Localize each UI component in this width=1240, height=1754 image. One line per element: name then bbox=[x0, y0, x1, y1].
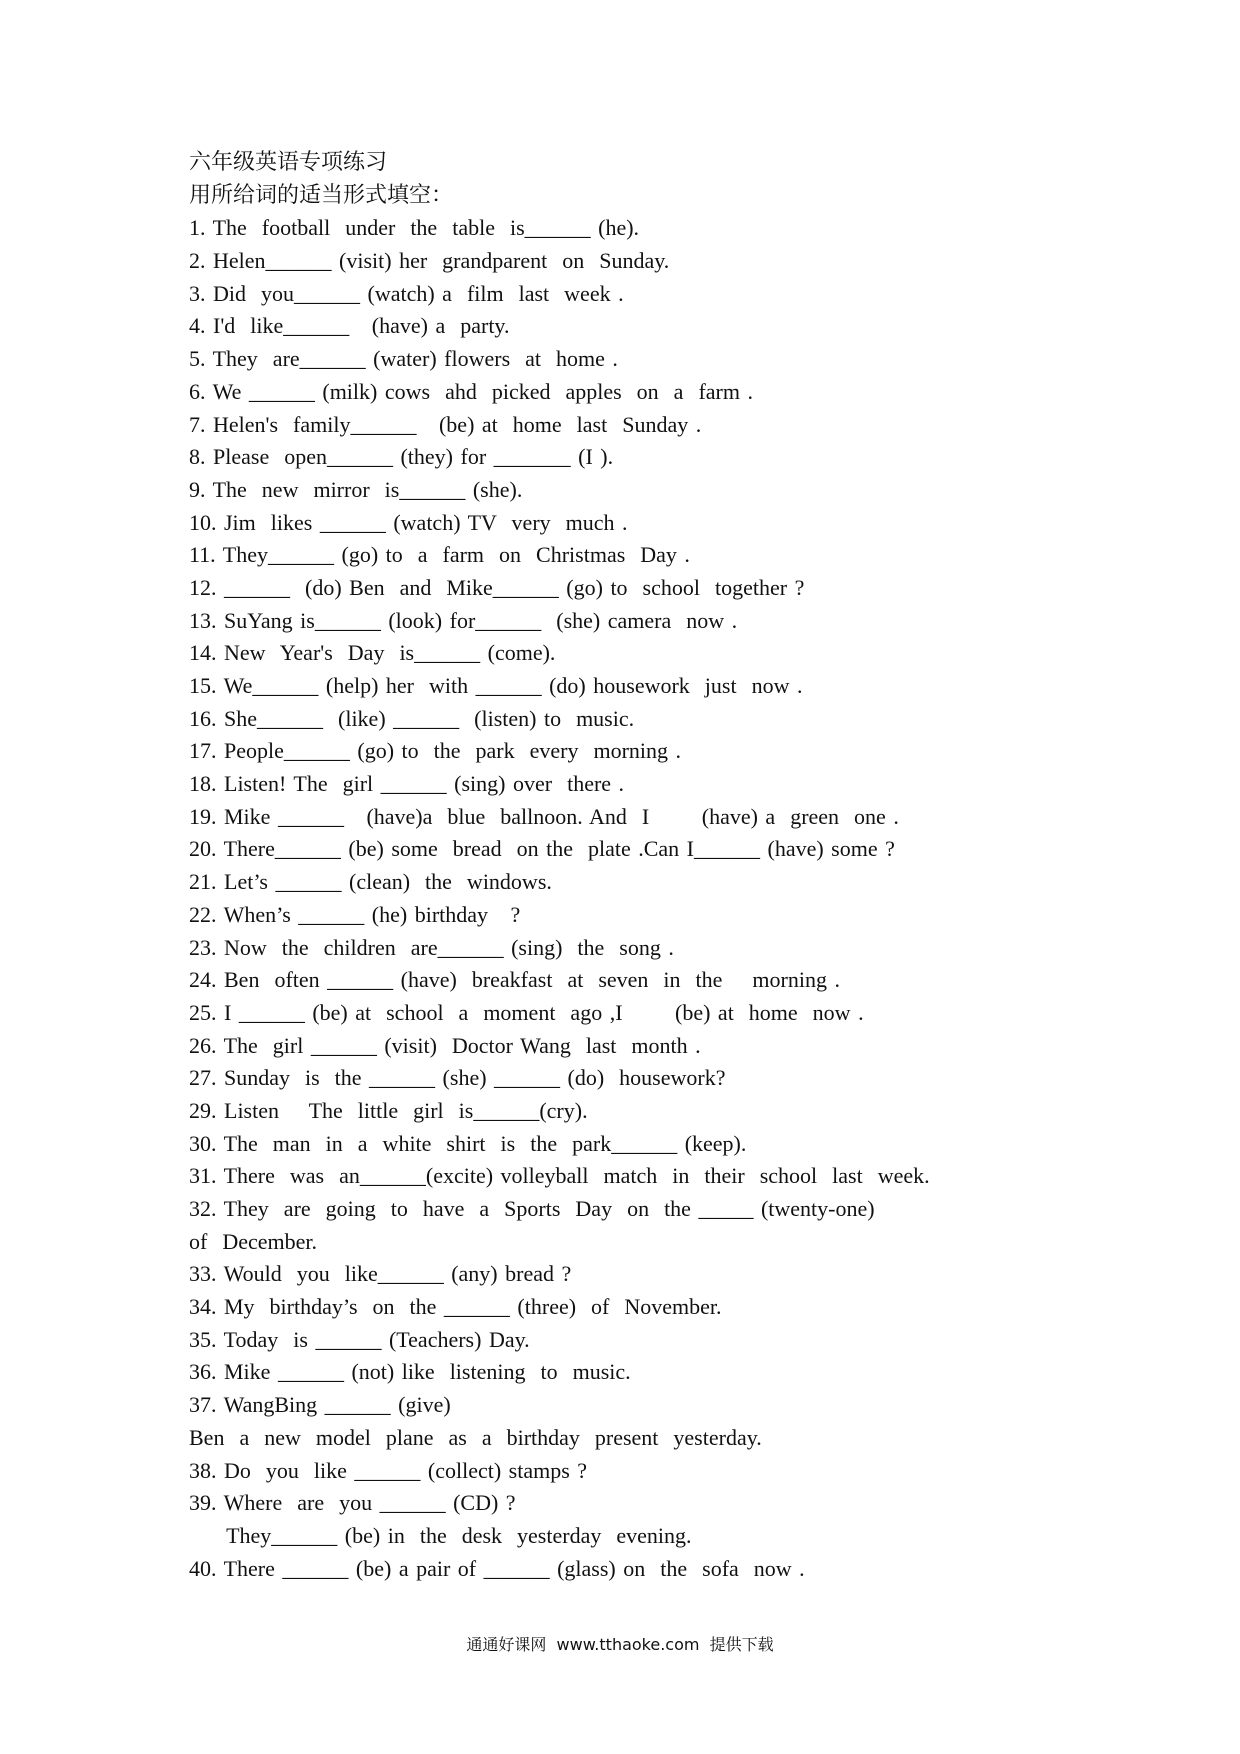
worksheet-content bbox=[189, 147, 1189, 1585]
exercise-line: 30. The man in a white shirt is the park______ (keep). bbox=[189, 1130, 747, 1156]
exercise-line: 13. SuYang is______ (look) for______ (she) camera now . bbox=[189, 607, 738, 633]
exercise-line: 1. The football under the table is______ (he). bbox=[189, 215, 640, 241]
exercise-line: 9. The new mirror is______ (she). bbox=[189, 476, 523, 502]
exercise-line: 20. There______ (be) some bread on the plate .Can I______ (have) some ? bbox=[189, 836, 895, 862]
exercise-line: 23. Now the children are______ (sing) the song . bbox=[189, 934, 674, 960]
exercise-line: 11. They______ (go) to a farm on Christmas Day . bbox=[189, 542, 690, 568]
exercise-line: 15. We______ (help) her with ______ (do) housework just now . bbox=[189, 673, 803, 698]
exercise-line: 36. Mike ______ (not) like listening to music. bbox=[189, 1359, 631, 1385]
exercise-line: 40. There ______ (be) a pair of ______ (glass) on the sofa now . bbox=[189, 1555, 805, 1581]
exercise-line: 16. She______ (like) ______ (listen) to music. bbox=[189, 705, 635, 731]
footer-credit: 通通好课网 www.tthaoke.com 提供下载 bbox=[466, 1635, 774, 1654]
exercise-line: 17. People______ (go) to the park every morning . bbox=[189, 738, 682, 764]
worksheet-title: 六年级英语专项练习 bbox=[189, 150, 388, 175]
exercise-line: 27. Sunday is the ______ (she) ______ (do) housework? bbox=[189, 1065, 726, 1091]
exercise-line: 12. ______ (do) Ben and Mike______ (go) to school together ? bbox=[189, 574, 805, 600]
exercise-line: 39. Where are you ______ (CD) ? bbox=[189, 1490, 516, 1516]
exercise-line: 38. Do you like ______ (collect) stamps ? bbox=[189, 1457, 588, 1483]
exercise-line: 25. I ______ (be) at school a moment ago ,I (be) at home now . bbox=[189, 999, 864, 1025]
exercise-line: 32. They are going to have a Sports Day on the _____ (twenty-one) bbox=[189, 1196, 875, 1221]
exercise-line: 24. Ben often ______ (have) breakfast at seven in the morning . bbox=[189, 967, 840, 993]
exercise-line: 3. Did you______ (watch) a film last week . bbox=[189, 280, 624, 306]
worksheet-instruction: 用所给词的适当形式填空： bbox=[189, 182, 454, 208]
exercise-line: 10. Jim likes ______ (watch) TV very much . bbox=[189, 509, 628, 535]
exercise-line: 33. Would you like______ (any) bread ? bbox=[189, 1261, 572, 1287]
exercise-line: 26. The girl ______ (visit) Doctor Wang last month . bbox=[189, 1032, 701, 1058]
exercise-line: They______ (be) in the desk yesterday evening. bbox=[189, 1522, 692, 1548]
exercise-line: 19. Mike ______ (have)a blue ballnoon. And I (have) a green one . bbox=[189, 803, 899, 829]
exercise-line: 8. Please open______ (they) for _______ (I ). bbox=[189, 444, 614, 470]
exercise-line: 5. They are______ (water) flowers at home . bbox=[189, 346, 618, 372]
exercise-line: 6. We ______ (milk) cows ahd picked apples on a farm . bbox=[189, 378, 753, 404]
exercise-line: 2. Helen______ (visit) her grandparent on Sunday. bbox=[189, 248, 670, 274]
exercise-line: 4. I'd like______ (have) a party. bbox=[189, 313, 510, 339]
exercise-line: Ben a new model plane as a birthday present yesterday. bbox=[189, 1424, 762, 1450]
exercise-line: 14. New Year's Day is______ (come). bbox=[189, 640, 556, 666]
exercise-line: 18. Listen! The girl ______ (sing) over there . bbox=[189, 771, 625, 797]
exercise-line: 37. WangBing ______ (give) bbox=[189, 1392, 451, 1418]
exercise-line: 31. There was an______(excite) volleyball match in their school last week. bbox=[189, 1163, 930, 1189]
exercise-line: 7. Helen's family______ (be) at home last Sunday . bbox=[189, 411, 702, 437]
exercise-line: 21. Let’s ______ (clean) the windows. bbox=[189, 869, 552, 895]
exercise-line: 35. Today is ______ (Teachers) Day. bbox=[189, 1326, 530, 1352]
exercise-line: 22. When’s ______ (he) birthday ? bbox=[189, 901, 521, 927]
exercise-line: of December. bbox=[189, 1228, 317, 1254]
exercise-line: 29. Listen The little girl is______(cry). bbox=[189, 1097, 588, 1123]
exercise-list bbox=[189, 212, 1189, 1585]
exercise-line: 34. My birthday’s on the ______ (three) of November. bbox=[189, 1294, 722, 1320]
